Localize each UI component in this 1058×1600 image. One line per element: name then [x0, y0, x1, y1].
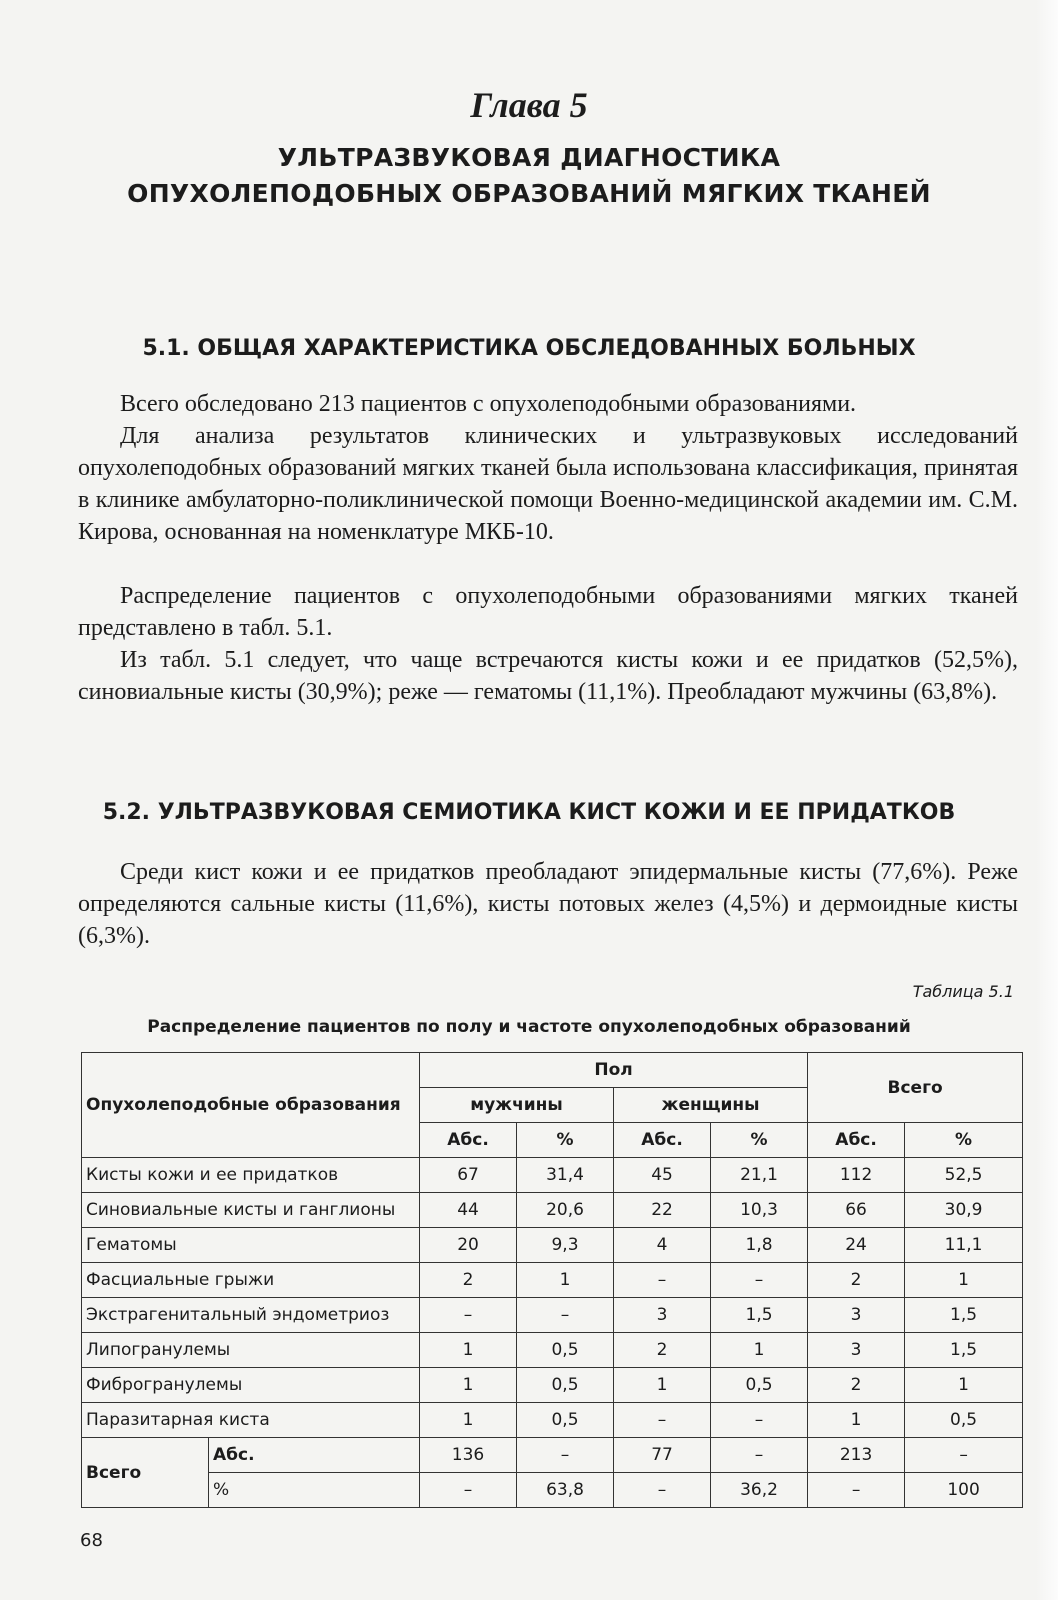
cell: 30,9	[905, 1193, 1023, 1228]
cell: 10,3	[711, 1193, 808, 1228]
cell: –	[711, 1438, 808, 1473]
table-row	[82, 1263, 1023, 1298]
cell: –	[711, 1403, 808, 1438]
row-name: Паразитарная киста	[82, 1403, 420, 1438]
table-row	[82, 1193, 1023, 1228]
cell: –	[420, 1298, 517, 1333]
cell: 36,2	[711, 1473, 808, 1508]
cell: 77	[614, 1438, 711, 1473]
cell: 44	[420, 1193, 517, 1228]
col-header-sex: Пол	[420, 1053, 808, 1088]
row-name: Гематомы	[82, 1228, 420, 1263]
cell: 136	[420, 1438, 517, 1473]
cell: –	[808, 1473, 905, 1508]
col-header-pct: %	[517, 1123, 614, 1158]
cell: 2	[420, 1263, 517, 1298]
cell: –	[517, 1298, 614, 1333]
cell: 2	[808, 1263, 905, 1298]
col-header-male: мужчины	[420, 1088, 614, 1123]
cell: –	[614, 1403, 711, 1438]
cell: 4	[614, 1228, 711, 1263]
cell: 1	[420, 1333, 517, 1368]
cell: –	[517, 1438, 614, 1473]
row-name: Фиброгранулемы	[82, 1368, 420, 1403]
col-header-abs: Абс.	[614, 1123, 711, 1158]
cell: 63,8	[517, 1473, 614, 1508]
cell: –	[905, 1438, 1023, 1473]
cell: 1	[420, 1368, 517, 1403]
cell: 3	[808, 1298, 905, 1333]
cell: 1,5	[905, 1333, 1023, 1368]
cell: 45	[614, 1158, 711, 1193]
cell: 1	[614, 1368, 711, 1403]
chapter-label: Глава 5	[470, 85, 588, 125]
col-header-total: Всего	[808, 1053, 1023, 1123]
table-row	[82, 1298, 1023, 1333]
row-name: Фасциальные грыжи	[82, 1263, 420, 1298]
cell: 9,3	[517, 1228, 614, 1263]
paragraph: Из табл. 5.1 следует, что чаще встречаются кисты кожи и ее придатков (52,5%), синовиальные кисты (30,9%); реже — гематомы (11,1%). Преобладают мужчины (63,8%).	[78, 647, 1018, 705]
row-name: Синовиальные кисты и ганглионы	[82, 1193, 420, 1228]
table-row	[82, 1158, 1023, 1193]
cell: 1,5	[905, 1298, 1023, 1333]
cell: 31,4	[517, 1158, 614, 1193]
cell: 0,5	[711, 1368, 808, 1403]
cell: 2	[614, 1333, 711, 1368]
chapter-title-line-2: ОПУХОЛЕПОДОБНЫХ ОБРАЗОВАНИЙ МЯГКИХ ТКАНЕЙ	[127, 179, 931, 208]
total-pct-label: %	[209, 1473, 420, 1508]
section-heading-5-1: 5.1. ОБЩАЯ ХАРАКТЕРИСТИКА ОБСЛЕДОВАННЫХ БОЛЬНЫХ	[142, 336, 916, 361]
paragraph: Для анализа результатов клинических и ультразвуковых исследований опухолеподобных образований мягких тканей была использована классификация, принятая в клинике амбулаторно-поликлинической помощи Военно-медицинской академии им. С.М. Кирова, основанная на номенклатуре МКБ-10.	[78, 423, 1018, 545]
table-row	[82, 1333, 1023, 1368]
cell: 1,5	[711, 1298, 808, 1333]
table-row	[82, 1228, 1023, 1263]
col-header-name: Опухолеподобные образования	[82, 1053, 420, 1158]
col-header-pct: %	[905, 1123, 1023, 1158]
table-caption: Таблица 5.1	[912, 982, 1014, 1001]
cell: –	[614, 1473, 711, 1508]
chapter-title-line-1: УЛЬТРАЗВУКОВАЯ ДИАГНОСТИКА	[277, 143, 781, 172]
cell: 1,8	[711, 1228, 808, 1263]
paragraph: Всего обследовано 213 пациентов с опухолеподобными образованиями.	[120, 391, 857, 417]
cell: 0,5	[517, 1333, 614, 1368]
row-name: Кисты кожи и ее придатков	[82, 1158, 420, 1193]
cell: 1	[905, 1263, 1023, 1298]
total-row-pct	[82, 1473, 1023, 1508]
cell: 1	[420, 1403, 517, 1438]
cell: –	[614, 1263, 711, 1298]
row-name: Экстрагенитальный эндометриоз	[82, 1298, 420, 1333]
cell: 1	[808, 1403, 905, 1438]
paragraph: Распределение пациентов с опухолеподобными образованиями мягких тканей представлено в табл. 5.1.	[78, 583, 1018, 641]
cell: 52,5	[905, 1158, 1023, 1193]
chapter-title	[0, 140, 1058, 212]
cell: 0,5	[517, 1403, 614, 1438]
table-title: Распределение пациентов по полу и частоте опухолеподобных образований	[147, 1017, 911, 1037]
data-table	[81, 1052, 1023, 1508]
total-abs-label: Абс.	[209, 1438, 420, 1473]
section-heading-5-2: 5.2. УЛЬТРАЗВУКОВАЯ СЕМИОТИКА КИСТ КОЖИ И ЕЕ ПРИДАТКОВ	[102, 800, 956, 825]
table-row	[82, 1368, 1023, 1403]
cell: 112	[808, 1158, 905, 1193]
total-label: Всего	[82, 1438, 209, 1508]
col-header-abs: Абс.	[420, 1123, 517, 1158]
cell: 11,1	[905, 1228, 1023, 1263]
row-name: Липогранулемы	[82, 1333, 420, 1368]
cell: 3	[614, 1298, 711, 1333]
col-header-pct: %	[711, 1123, 808, 1158]
cell: 66	[808, 1193, 905, 1228]
cell: 3	[808, 1333, 905, 1368]
cell: 20	[420, 1228, 517, 1263]
cell: 1	[711, 1333, 808, 1368]
cell: 1	[905, 1368, 1023, 1403]
cell: 0,5	[905, 1403, 1023, 1438]
cell: 21,1	[711, 1158, 808, 1193]
cell: 20,6	[517, 1193, 614, 1228]
cell: –	[420, 1473, 517, 1508]
cell: 22	[614, 1193, 711, 1228]
cell: 24	[808, 1228, 905, 1263]
page-number: 68	[80, 1530, 103, 1551]
cell: 100	[905, 1473, 1023, 1508]
col-header-female: женщины	[614, 1088, 808, 1123]
cell: 67	[420, 1158, 517, 1193]
cell: –	[711, 1263, 808, 1298]
cell: 0,5	[517, 1368, 614, 1403]
paragraph: Среди кист кожи и ее придатков преобладают эпидермальные кисты (77,6%). Реже определяются сальные кисты (11,6%), кисты потовых желез (4,5%) и дермоидные кисты (6,3%).	[78, 859, 1018, 949]
cell: 1	[517, 1263, 614, 1298]
total-row-abs	[82, 1438, 1023, 1473]
table-row	[82, 1403, 1023, 1438]
cell: 2	[808, 1368, 905, 1403]
col-header-abs: Абс.	[808, 1123, 905, 1158]
cell: 213	[808, 1438, 905, 1473]
